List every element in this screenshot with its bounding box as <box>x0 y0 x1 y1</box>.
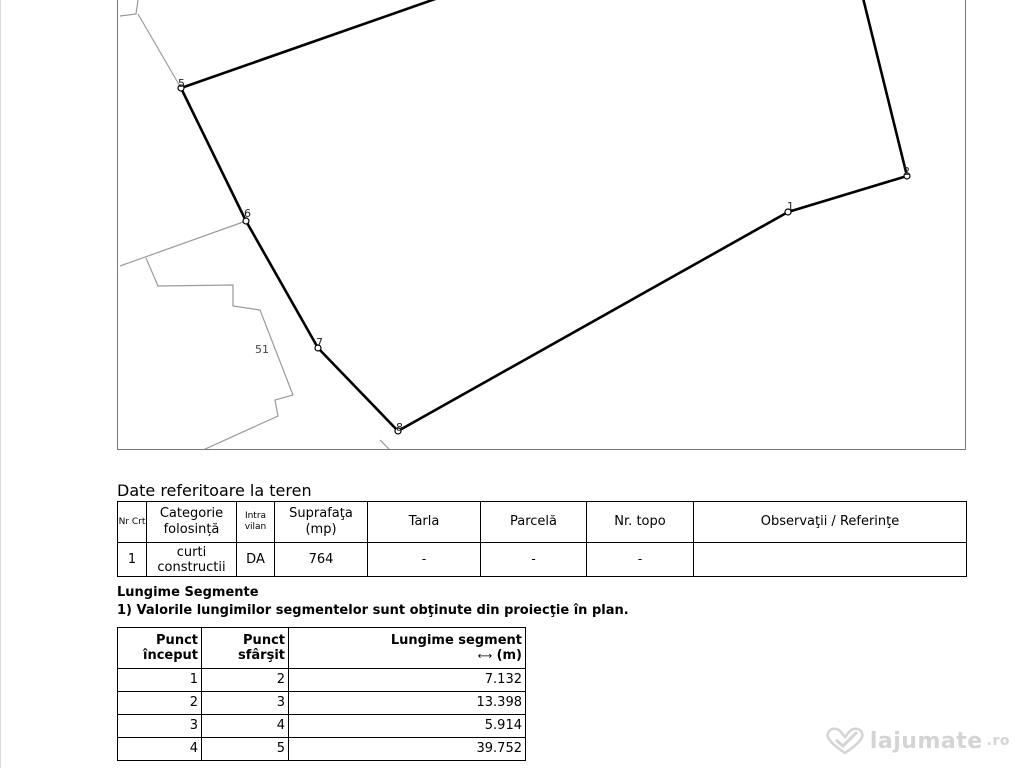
header-nr-crt: Nr Crt <box>118 502 147 543</box>
cell-intravilan: DA <box>237 543 275 577</box>
table-row <box>118 715 526 738</box>
segment-length: 7.132 <box>289 669 526 692</box>
cell-nr-crt: 1 <box>118 543 147 577</box>
header-punct-sfarsit: Punct sfârşit <box>202 628 289 669</box>
point-label-7: 7 <box>316 336 323 349</box>
segments-title: Lungime Segmente <box>117 585 259 600</box>
neighbour-boundary-middle <box>120 221 246 266</box>
segment-start: 3 <box>118 715 202 738</box>
point-label-5: 5 <box>178 77 185 90</box>
cell-observatii <box>694 543 967 577</box>
point-label-8: 8 <box>396 421 403 434</box>
table-row <box>118 543 967 577</box>
land-data-table <box>117 501 967 577</box>
point-label-6: 6 <box>244 207 251 220</box>
cell-nr-topo: - <box>587 543 694 577</box>
header-lungime-segment <box>289 628 526 669</box>
arrow-length-icon: ⟷ <box>477 650 493 662</box>
parcel-boundary <box>181 0 907 431</box>
cadastral-plan <box>117 0 966 450</box>
segment-end: 3 <box>202 692 289 715</box>
header-parcela: Parcelă <box>481 502 587 543</box>
header-punct-inceput: Punct început <box>118 628 202 669</box>
segment-start: 1 <box>118 669 202 692</box>
table-row <box>118 692 526 715</box>
neighbour-boundary-upper <box>138 14 181 88</box>
header-suprafata: Suprafaţa (mp) <box>275 502 368 543</box>
neighbour-parcel-label: 51 <box>255 343 269 356</box>
watermark-suffix: .ro <box>986 733 1010 749</box>
plan-drawing <box>118 0 966 450</box>
table-row <box>118 669 526 692</box>
page-edge <box>0 0 1 768</box>
neighbour-boundary-bottom <box>380 440 390 450</box>
segment-length: 13.398 <box>289 692 526 715</box>
cell-parcela: - <box>481 543 587 577</box>
segment-length: 5.914 <box>289 715 526 738</box>
segments-header-row <box>118 628 526 669</box>
segment-end: 5 <box>202 738 289 761</box>
segment-end: 2 <box>202 669 289 692</box>
segments-table <box>117 627 526 761</box>
point-label-1: 1 <box>787 200 794 213</box>
segment-end: 4 <box>202 715 289 738</box>
cell-categorie: curti constructii <box>147 543 237 577</box>
neighbour-boundary-top <box>120 0 138 16</box>
header-observatii: Observaţii / Referinţe <box>694 502 967 543</box>
header-tarla: Tarla <box>368 502 481 543</box>
watermark-brand: lajumate <box>869 728 983 754</box>
table-row <box>118 738 526 761</box>
point-label-2: 2 <box>903 165 910 178</box>
parcel-outline <box>181 0 907 431</box>
segments-note: 1) Valorile lungimilor segmentelor sunt obţinute din proiecţie în plan. <box>117 603 629 618</box>
land-table-header-row <box>118 502 967 543</box>
neighbour-parcel-51 <box>146 258 293 450</box>
segment-start: 4 <box>118 738 202 761</box>
segment-start: 2 <box>118 692 202 715</box>
section-title: Date referitoare la teren <box>117 481 312 500</box>
header-lungime-label: Lungime segment <box>390 632 522 648</box>
cell-suprafata: 764 <box>275 543 368 577</box>
header-lungime-unit: (m) <box>496 647 522 663</box>
header-nr-topo: Nr. topo <box>587 502 694 543</box>
header-intravilan: Intra vilan <box>237 502 275 543</box>
cell-tarla: - <box>368 543 481 577</box>
watermark <box>824 724 1010 758</box>
heart-check-icon <box>824 726 866 756</box>
segment-length: 39.752 <box>289 738 526 761</box>
header-categorie: Categorie folosință <box>147 502 237 543</box>
